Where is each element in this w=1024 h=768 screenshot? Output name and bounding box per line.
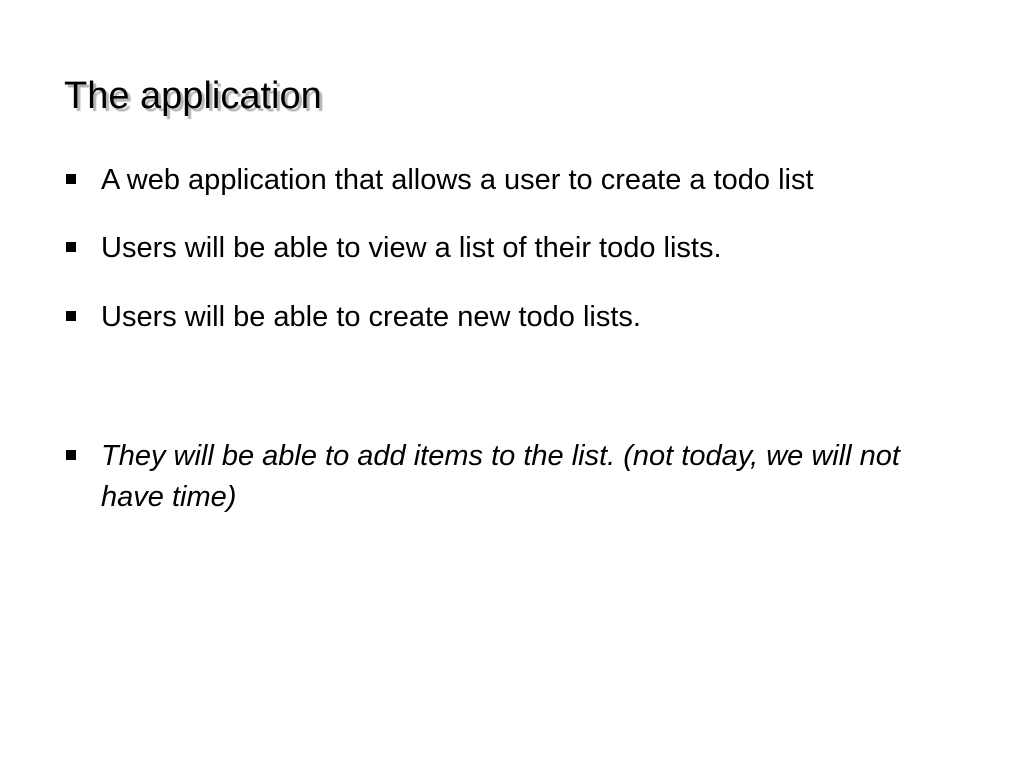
square-bullet-icon bbox=[66, 174, 76, 184]
slide-title: The application bbox=[64, 75, 322, 117]
square-bullet-icon bbox=[66, 450, 76, 460]
square-bullet-icon bbox=[66, 242, 76, 252]
list-item bbox=[64, 297, 964, 338]
bullet-text: A web application that allows a user to create a todo list bbox=[101, 164, 814, 196]
bullet-text: Users will be able to view a list of their todo lists. bbox=[101, 232, 722, 264]
list-item bbox=[64, 436, 964, 518]
square-bullet-icon bbox=[66, 311, 76, 321]
bullet-text: They will be able to add items to the list. (not today, we will not have time) bbox=[101, 440, 900, 513]
list-item bbox=[64, 160, 964, 201]
bullet-text: Users will be able to create new todo lists. bbox=[101, 301, 641, 333]
list-item bbox=[64, 228, 964, 269]
